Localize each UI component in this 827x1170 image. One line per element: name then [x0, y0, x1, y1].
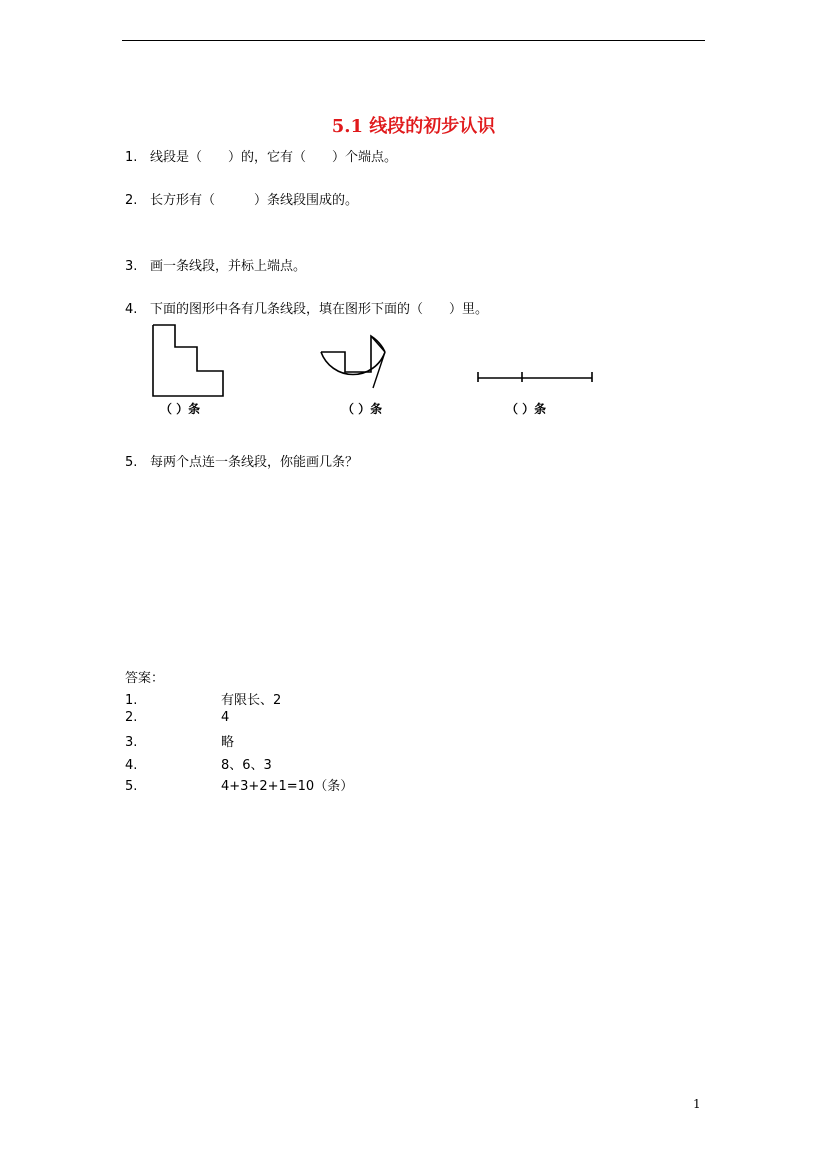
- figure-caption: （ ）条: [160, 402, 201, 416]
- question-text: 长方形有（ ）条线段围成的。: [150, 193, 359, 208]
- question-number: 1.: [125, 150, 138, 165]
- page-number: 1: [693, 1097, 701, 1111]
- segment-figure: [472, 368, 600, 386]
- question-text: 线段是（ ）的，它有（ ）个端点。: [150, 150, 398, 165]
- answer-text: 有限长、2: [221, 693, 282, 708]
- question-number: 2.: [125, 193, 138, 208]
- answer-row: [125, 754, 272, 773]
- semicircle-figure: [315, 330, 395, 406]
- question-text: 下面的图形中各有几条线段，填在图形下面的（ ）里。: [150, 302, 489, 317]
- question-5: [125, 451, 358, 470]
- answer-number: 3.: [125, 735, 138, 750]
- answer-number: 5.: [125, 779, 138, 794]
- answers-heading: 答案：: [125, 671, 165, 686]
- answer-text: 8、6、3: [221, 758, 272, 773]
- answer-row: [125, 775, 353, 794]
- answer-text: 4+3+2+1=10（条）: [221, 779, 354, 794]
- answer-number: 4.: [125, 758, 138, 773]
- question-number: 4.: [125, 302, 138, 317]
- question-number: 5.: [125, 455, 138, 470]
- answer-number: 1.: [125, 693, 138, 708]
- answer-text: 4: [221, 710, 230, 725]
- answer-text: 略: [221, 735, 235, 750]
- question-2: [125, 189, 358, 208]
- question-1: [125, 146, 397, 165]
- answer-row: [125, 731, 234, 750]
- question-text: 每两个点连一条线段，你能画几条？: [150, 455, 359, 470]
- answer-number: 2.: [125, 710, 138, 725]
- figure-caption: （ ）条: [506, 402, 547, 416]
- staircase-figure: [145, 320, 235, 402]
- page-title: 5.1 线段的初步认识: [331, 116, 496, 137]
- answer-row: [125, 689, 281, 708]
- answer-row: [125, 710, 229, 725]
- question-3: [125, 255, 306, 274]
- figure-caption: （ ）条: [342, 402, 383, 416]
- question-text: 画一条线段，并标上端点。: [150, 259, 307, 274]
- question-number: 3.: [125, 259, 138, 274]
- question-4: [125, 298, 488, 317]
- header-rule: [122, 40, 705, 41]
